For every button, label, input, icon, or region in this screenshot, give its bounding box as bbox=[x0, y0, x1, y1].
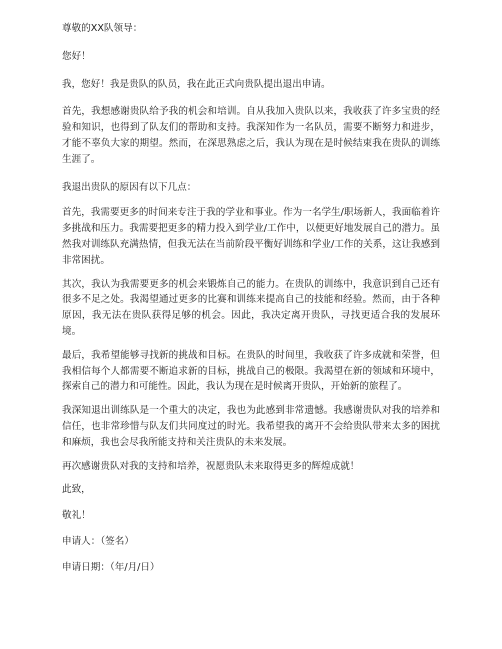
reason-two-paragraph: 其次，我认为我需要更多的机会来锻炼自己的能力。在贵队的训练中，我意识到自己还有很多不足之处。我渴望通过更多的比赛和训练来提高自己的技能和经验。然而，由于各种原因，我无法在贵队获得足够的机会。因此，我决定离开贵队，寻找更适合我的发展环境。 bbox=[62, 278, 440, 337]
regret-paragraph: 我深知退出训练队是一个重大的决定，我也为此感到非常遗憾。我感谢贵队对我的培养和信任，也非常珍惜与队友们共同度过的时光。我希望我的离开不会给贵队带来太多的困扰和麻烦，我也会尽我所能支持和关注贵队的未来发展。 bbox=[62, 405, 440, 448]
applicant-signature: 申请人：（签名） bbox=[62, 535, 134, 547]
letter-body bbox=[62, 21, 440, 576]
greeting: 您好！ bbox=[62, 50, 91, 62]
thanks-paragraph: 再次感谢贵队对我的支持和培养，祝愿贵队未来取得更多的辉煌成就！ bbox=[62, 460, 360, 472]
reason-one-paragraph: 首先，我需要更多的时间来专注于我的学业和事业。作为一名学生/职场新人，我面临着许多挑战和压力。我需要把更多的精力投入到学业/工作中，以便更好地发展自己的潜力。虽然我对训练队充满热情，但我无法在当前阶段平衡好训练和学业/工作的关系，这让我感到非常困扰。 bbox=[62, 207, 440, 266]
closing-line-1: 此致， bbox=[62, 484, 91, 496]
salutation: 尊敬的XX队领导： bbox=[62, 23, 143, 34]
application-date: 申请日期：（年/月/日） bbox=[62, 561, 160, 573]
reasons-intro: 我退出贵队的原因有以下几点： bbox=[62, 181, 197, 193]
intro-paragraph: 我，您好！我是贵队的队员，我在此正式向贵队提出退出申请。 bbox=[62, 78, 331, 90]
closing-line-2: 敬礼！ bbox=[62, 510, 91, 522]
reason-three-paragraph: 最后，我希望能够寻找新的挑战和目标。在贵队的时间里，我收获了许多成就和荣誉，但我相信每个人都需要不断追求新的目标，挑战自己的极限。我渴望在新的领域和环境中，探索自己的潜力和可能性。因此，我认为现在是时候离开贵队，开始新的旅程了。 bbox=[62, 349, 440, 393]
gratitude-paragraph: 首先，我想感谢贵队给予我的机会和培训。自从我加入贵队以来，我收获了许多宝贵的经验和知识，也得到了队友们的帮助和支持。我深知作为一名队员，需要不断努力和进步，才能不辜负大家的期望。然而，在深思熟虑之后，我认为现在是时候结束我在贵队的训练生涯了。 bbox=[62, 106, 440, 165]
